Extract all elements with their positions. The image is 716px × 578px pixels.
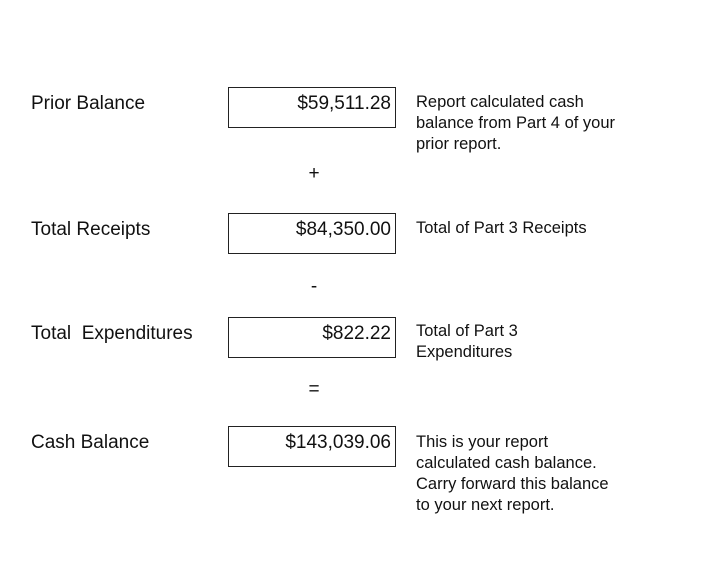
cash-balance-note: This is your report calculated cash balance. Carry forward this balance to your next report. xyxy=(416,433,609,514)
minus-operator: - xyxy=(310,276,318,297)
prior-balance-note: Report calculated cash balance from Part 4 of your prior report. xyxy=(416,93,616,153)
plus-operator: + xyxy=(308,163,320,184)
total-receipts-label: Total Receipts xyxy=(31,219,151,240)
prior-balance-value: $59,511.28 xyxy=(228,87,396,128)
total-expenditures-label: Total Expenditures xyxy=(31,323,193,344)
total-receipts-note: Total of Part 3 Receipts xyxy=(416,219,587,237)
total-expenditures-value: $822.22 xyxy=(228,317,396,358)
equals-operator: = xyxy=(308,379,320,400)
cash-balance-label: Cash Balance xyxy=(31,432,150,453)
total-expenditures-note: Total of Part 3 Expenditures xyxy=(416,322,518,361)
total-receipts-value: $84,350.00 xyxy=(228,213,396,254)
cash-balance-value: $143,039.06 xyxy=(228,426,396,467)
prior-balance-label: Prior Balance xyxy=(31,93,146,114)
